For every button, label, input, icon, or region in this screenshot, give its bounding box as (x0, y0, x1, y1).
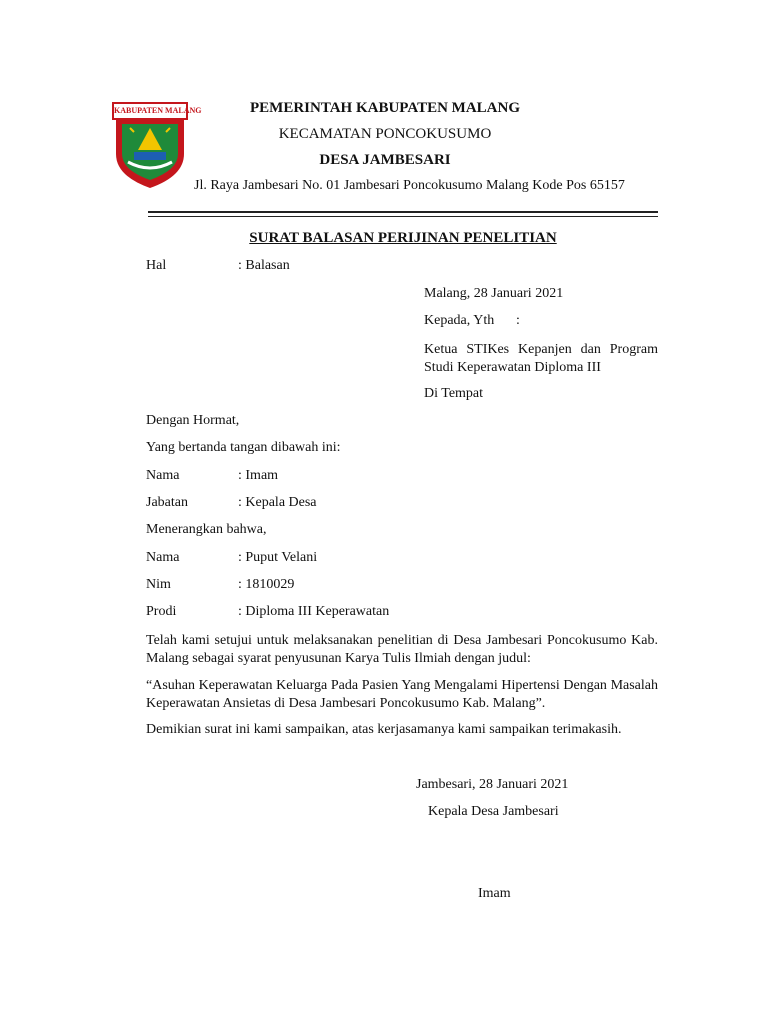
signature-name: Imam (478, 886, 511, 901)
student-nim-value: : 1810029 (238, 577, 295, 592)
header-rule-bottom (148, 216, 658, 217)
di-tempat: Di Tempat (424, 386, 484, 401)
signature-place-date: Jambesari, 28 Januari 2021 (416, 777, 569, 792)
signer-name-label: Nama (146, 468, 180, 483)
header-line-3: DESA JAMBESARI (319, 152, 451, 168)
header-line-1: PEMERINTAH KABUPATEN MALANG (250, 100, 520, 116)
closing-paragraph: Demikian surat ini kami sampaikan, atas kerjasamanya kami sampaikan terimakasih. (146, 722, 622, 737)
letter-title: SURAT BALASAN PERIJINAN PENELITIAN (249, 230, 557, 246)
menerangkan: Menerangkan bahwa, (146, 522, 267, 537)
kepada-colon: : (516, 313, 520, 328)
recipient-name: Ketua STIKes Kepanjen dan Program Studi Keperawatan Diploma III (424, 342, 658, 375)
signer-name-value: : Imam (238, 468, 279, 483)
header-line-2: KECAMATAN PONCOKUSUMO (278, 126, 492, 142)
logo-text: KABUPATEN MALANG (114, 106, 202, 115)
letter-date: Malang, 28 Januari 2021 (424, 286, 564, 301)
greeting: Dengan Hormat, (146, 413, 240, 428)
student-nim-label: Nim (146, 577, 171, 592)
student-name-label: Nama (146, 550, 180, 565)
student-prodi-label: Prodi (146, 604, 177, 619)
hal-label: Hal (146, 258, 167, 273)
signer-intro: Yang bertanda tangan dibawah ini: (146, 440, 341, 455)
kepada-label: Kepada, Yth (424, 313, 495, 328)
research-title: “Asuhan Keperawatan Keluarga Pada Pasien Yang Mengalami Hipertensi Dengan Masalah Keperawatan Ansietas di Desa Jambesari Poncokusumo Kab. Malang”. (146, 678, 658, 711)
signer-position-label: Jabatan (146, 495, 188, 510)
hal-value: : Balasan (238, 258, 290, 273)
signature-position: Kepala Desa Jambesari (428, 804, 559, 819)
regency-logo (112, 102, 202, 190)
student-name-value: : Puput Velani (238, 550, 318, 565)
approval-paragraph: Telah kami setujui untuk melaksanakan penelitian di Desa Jambesari Poncokusumo Kab. Malang sebagai syarat penyusunan Karya Tulis Ilmiah dengan judul: (146, 633, 658, 666)
student-prodi-value: : Diploma III Keperawatan (238, 604, 390, 619)
signer-position-value: : Kepala Desa (238, 495, 317, 510)
regency-shield-icon (112, 102, 202, 190)
header-rule-top (148, 211, 658, 213)
header-address: Jl. Raya Jambesari No. 01 Jambesari Poncokusumo Malang Kode Pos 65157 (194, 178, 625, 193)
